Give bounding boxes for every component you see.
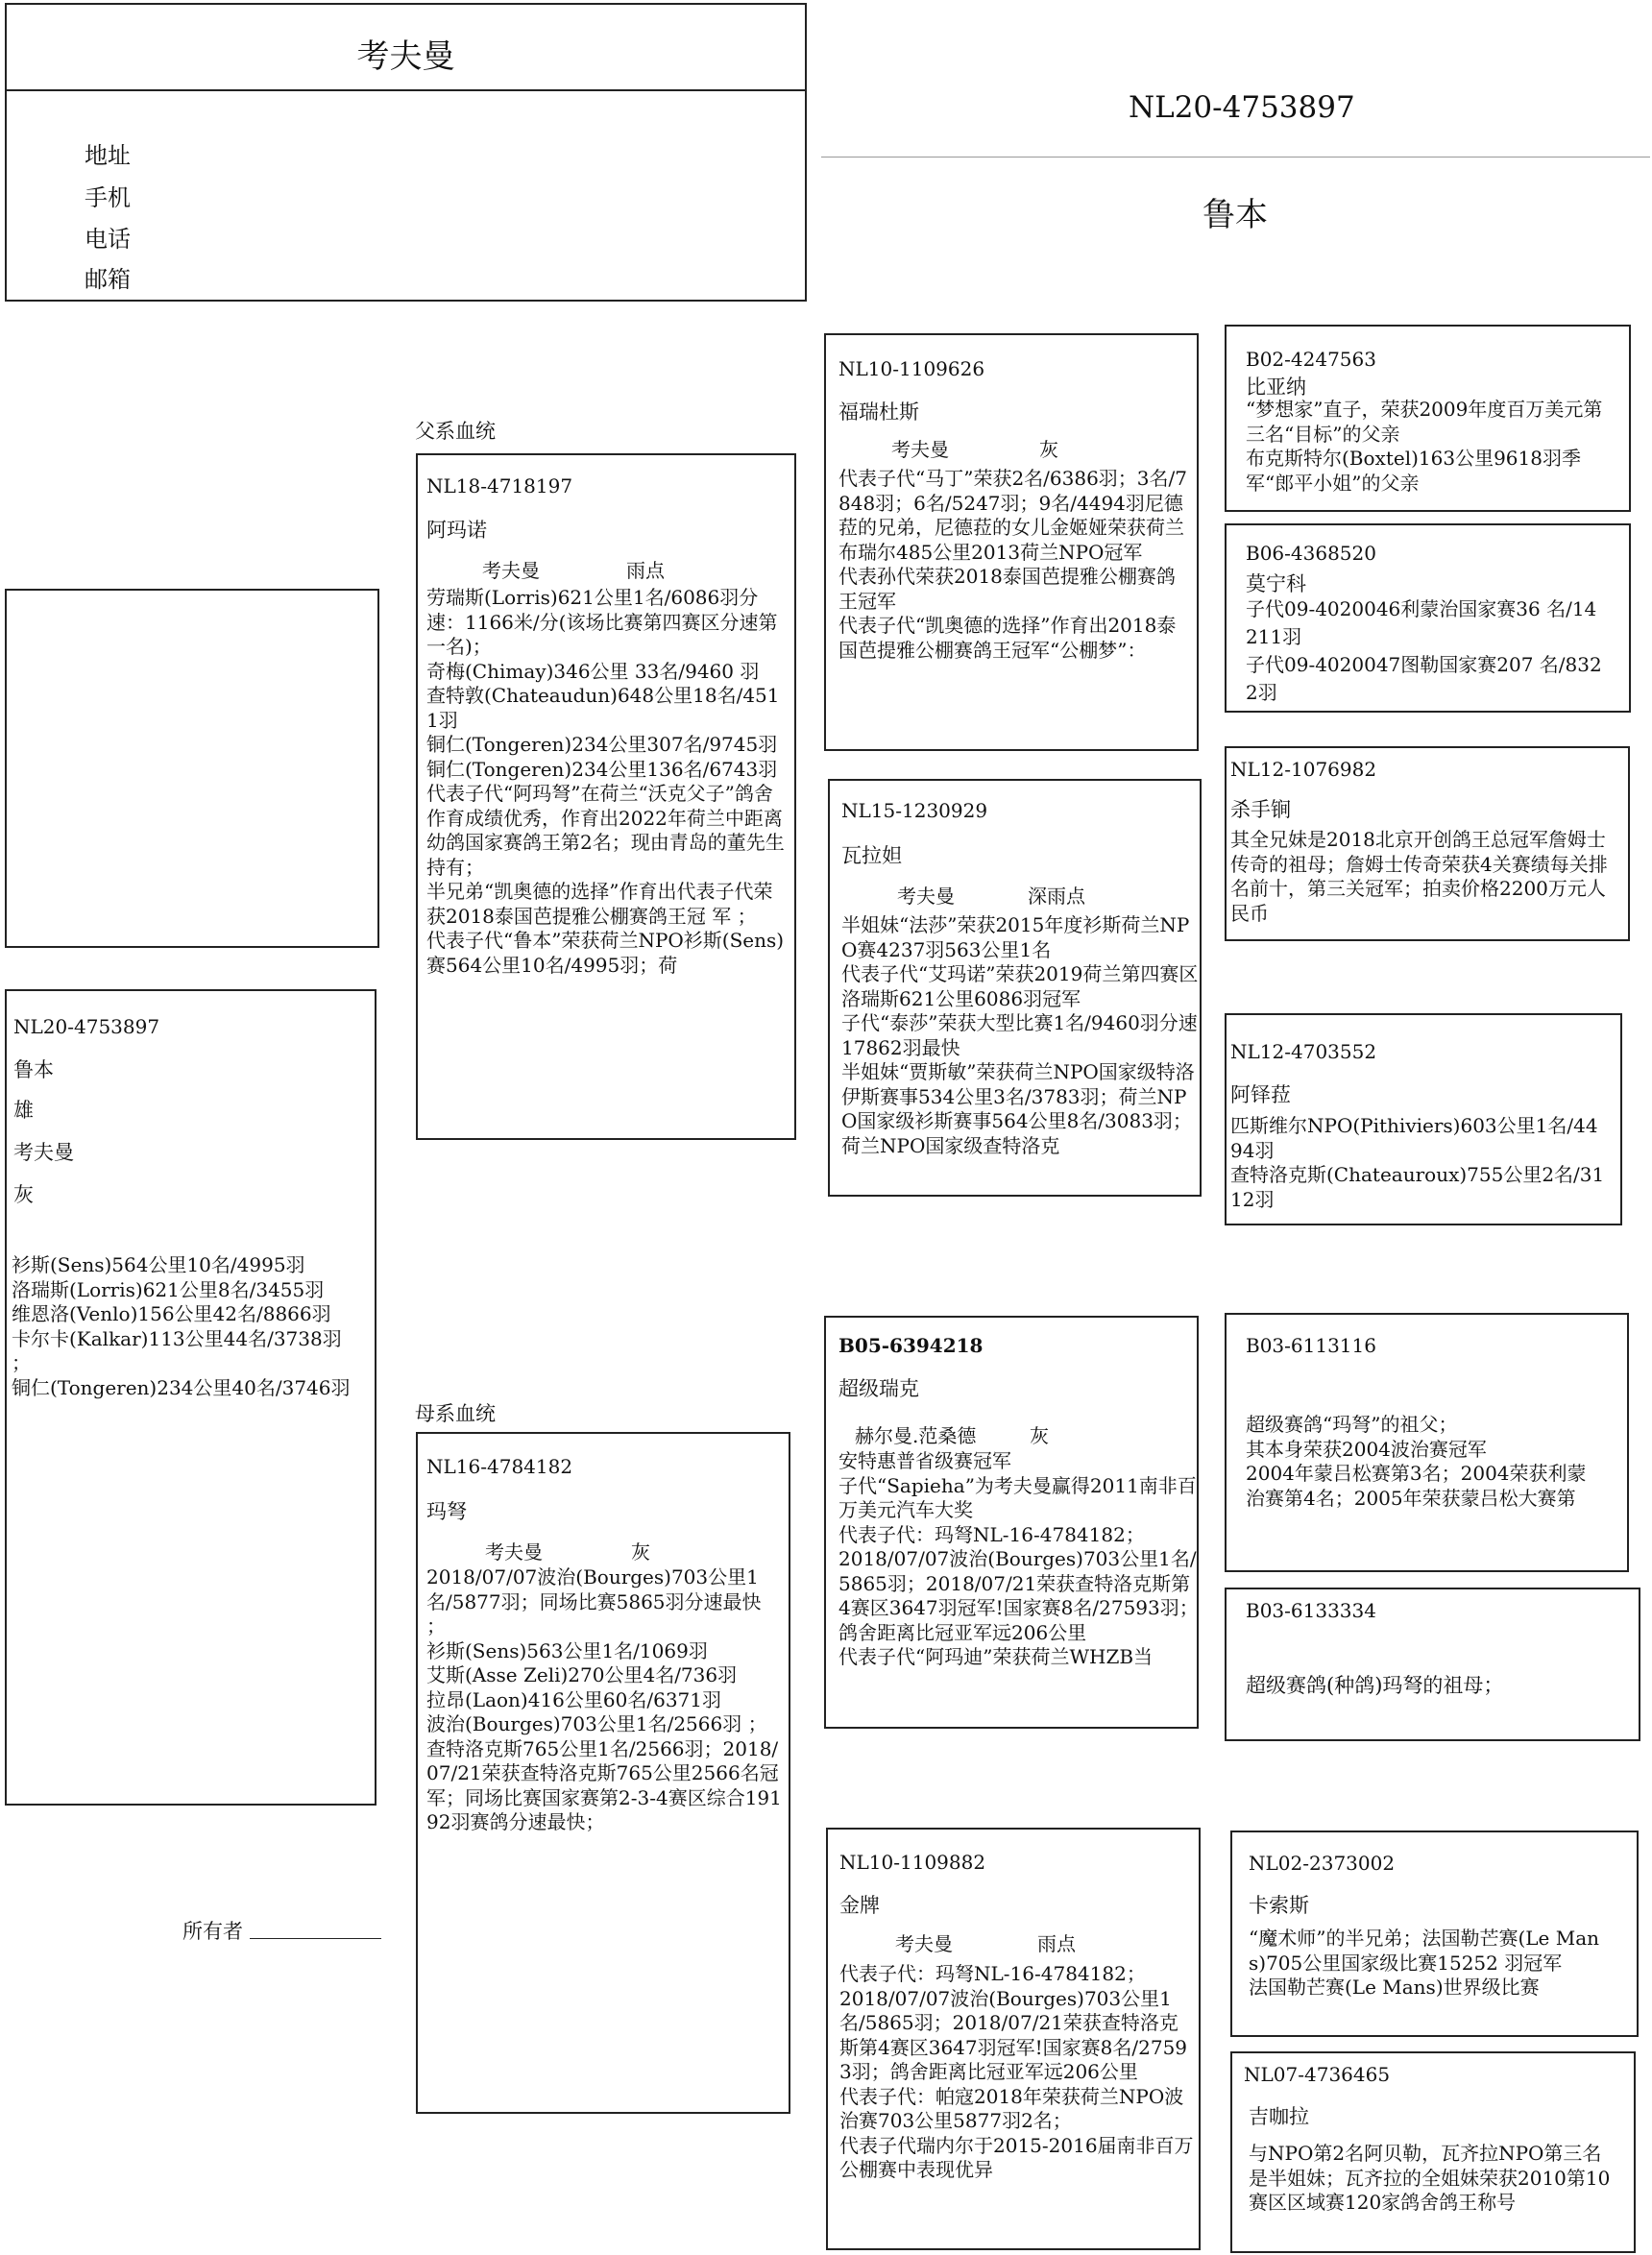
ggp-4-ring: NL12-4703552 bbox=[1230, 1040, 1377, 1063]
sire-dam-text: 半姐妹“法莎”荣获2015年度衫斯荷兰NPO赛4237羽563公里1名 代表子代“艾玛诺”荣获2019荷兰第四赛区洛瑞斯621公里6086羽冠军 子代“泰莎”荣获大型比赛1名/9460羽分速17862羽最快 半姐妹“贾斯敏”荣获荷兰NPO国家级特洛伊斯赛事534公里3名/3783羽；荷兰NPO国家级衫斯赛事564公里8名/3083羽；荷兰NPO国家级查特洛克 bbox=[841, 913, 1199, 1157]
owner-signature-line[interactable] bbox=[250, 1938, 381, 1939]
breeder-card bbox=[5, 3, 807, 302]
dam-sire-card bbox=[824, 1316, 1199, 1729]
ggp-8-name: 吉咖拉 bbox=[1249, 2105, 1309, 2128]
ggp-card-2 bbox=[1225, 523, 1631, 713]
ggp-6-text: 超级赛鸽(种鸽)玛弩的祖母； bbox=[1246, 1674, 1504, 1697]
bird-photo-frame bbox=[5, 589, 379, 948]
ggp-1-name: 比亚纳 bbox=[1246, 376, 1306, 399]
header-ring-number: NL20-4753897 bbox=[1129, 90, 1355, 125]
dam-breeder: 考夫曼 bbox=[485, 1540, 543, 1564]
dam-text: 2018/07/07波治(Bourges)703公里1名/5877羽；同场比赛5865羽分速最快 ； 衫斯(Sens)563公里1名/1069羽 艾斯(Asse Zeli)270公里4名/736羽 拉昂(Laon)416公里60名/6371羽 波治(Bourges)703公里1名/2566羽 ； 查特洛克斯765公里1名/2566羽；2018/07/21荣获查特洛克斯765公里2566名冠军；同场比赛国家赛第2-3-4赛区综合19192羽赛鸽分速最快； bbox=[426, 1565, 782, 1833]
breeder-name-row bbox=[7, 5, 805, 91]
ggp-card-7 bbox=[1230, 1831, 1639, 2037]
ggp-card-1 bbox=[1225, 325, 1631, 512]
owner-label: 所有者 bbox=[182, 1920, 243, 1943]
dam-color: 灰 bbox=[631, 1540, 650, 1564]
sire-sire-name: 福瑞杜斯 bbox=[838, 400, 919, 424]
ggp-card-5 bbox=[1225, 1313, 1629, 1572]
dam-dam-name: 金牌 bbox=[839, 1894, 880, 1917]
ggp-7-text: “魔术师”的半兄弟；法国勒芒赛(Le Mans)705公里国家级比赛15252 羽冠军 法国勒芒赛(Le Mans)世界级比赛 bbox=[1249, 1927, 1600, 1999]
sire-dam-name: 瓦拉妲 bbox=[841, 844, 902, 867]
header-divider bbox=[821, 157, 1650, 158]
ggp-1-text: “梦想家”直子，荣获2009年度百万美元第三名“目标”的父亲 布克斯特尔(Boxtel)163公里9618羽季军“郎平小姐”的父亲 bbox=[1246, 398, 1603, 495]
ggp-8-text: 与NPO第2名阿贝勒，瓦齐拉NPO第三名是半姐妹；瓦齐拉的全姐妹荣获2010第10赛区区域赛120家鸽舍鸽王称号 bbox=[1249, 2142, 1611, 2214]
ggp-2-text: 子代09-4020046利蒙治国家赛36 名/14211羽 子代09-4020047图勒国家赛207 名/8322羽 bbox=[1246, 597, 1602, 704]
ggp-2-name: 莫宁科 bbox=[1246, 572, 1306, 595]
dam-card bbox=[416, 1432, 790, 2114]
sire-text: 劳瑞斯(Lorris)621公里1名/6086羽分速：1166米/分(该场比赛第四赛区分速第一名)； 奇梅(Chimay)346公里 33名/9460 羽 查特敦(Chateaudun)648公里18名/4511羽 铜仁(Tongeren)234公里307名/9745羽 铜仁(Tongeren)234公里136名/6743羽 代表子代“阿玛弩”在荷兰“沃克父子”鸽舍作育成绩优秀，作育出2022年荷兰中距离幼鸽国家赛鸽王第2名；现由青岛的董先生持有； 半兄弟“凯奥德的选择”作育出代表子代荣获2018泰国芭提雅公棚赛鸽王冠 军 ； 代表子代“鲁本”荣获荷兰NPO衫斯(Sens)赛564公里10名/4995羽；荷 bbox=[426, 586, 785, 977]
dam-dam-card bbox=[826, 1828, 1201, 2250]
sire-sire-card bbox=[824, 333, 1199, 751]
main-ring: NL20-4753897 bbox=[13, 1015, 160, 1038]
sire-sire-ring: NL10-1109626 bbox=[838, 357, 985, 380]
main-name: 鲁本 bbox=[13, 1058, 54, 1081]
dam-dam-color: 雨点 bbox=[1037, 1932, 1076, 1955]
address-label: 地址 bbox=[85, 142, 131, 169]
ggp-card-6 bbox=[1225, 1588, 1640, 1741]
sire-name: 阿玛诺 bbox=[426, 519, 487, 542]
sire-breeder: 考夫曼 bbox=[482, 559, 540, 582]
ggp-7-name: 卡索斯 bbox=[1249, 1894, 1309, 1917]
breeder-name: 考夫曼 bbox=[356, 37, 455, 76]
dam-line-label: 母系血统 bbox=[415, 1402, 496, 1425]
dam-sire-name: 超级瑞克 bbox=[838, 1377, 919, 1400]
sire-line-label: 父系血统 bbox=[415, 420, 496, 443]
ggp-7-ring: NL02-2373002 bbox=[1249, 1852, 1396, 1875]
sire-sire-breeder: 考夫曼 bbox=[891, 438, 949, 461]
email-label: 邮箱 bbox=[85, 266, 131, 293]
dam-sire-color: 灰 bbox=[1030, 1424, 1049, 1447]
dam-dam-ring: NL10-1109882 bbox=[839, 1851, 986, 1874]
ggp-card-3 bbox=[1225, 746, 1630, 941]
dam-sire-ring: B05-6394218 bbox=[838, 1334, 984, 1357]
sire-color: 雨点 bbox=[626, 559, 665, 582]
ggp-3-text: 其全兄妹是2018北京开创鸽王总冠军詹姆士传奇的祖母；詹姆士传奇荣获4关赛绩每关排名前十，第三关冠军；拍卖价格2200万元人民币 bbox=[1230, 828, 1608, 925]
dam-sire-text: 安特惠普省级赛冠军 子代“Sapieha”为考夫曼赢得2011南非百万美元汽车大奖 代表子代：玛弩NL-16-4784182； 2018/07/07波治(Bourges)703公里1名/5865羽；2018/07/21荣获查特洛克斯第4赛区3647羽冠军!国家赛8名/27593羽；鸽舍距离比冠亚军远206公里 代表子代“阿玛迪”荣获荷兰WHZB当 bbox=[838, 1449, 1199, 1668]
dam-dam-text: 代表子代：玛弩NL-16-4784182； 2018/07/07波治(Bourges)703公里1名/5865羽；2018/07/21荣获查特洛克斯第4赛区3647羽冠军!国家赛8名/27593羽；鸽舍距离比冠亚军远206公里 代表子代：帕寇2018年荣获荷兰NPO波治赛703公里5877羽2名； 代表子代瑞内尔于2015-2016届南非百万公棚赛中表现优异 bbox=[839, 1962, 1194, 2181]
sire-ring: NL18-4718197 bbox=[426, 474, 573, 497]
main-breeder: 考夫曼 bbox=[13, 1141, 74, 1164]
ggp-card-8 bbox=[1230, 2051, 1636, 2253]
sire-sire-text: 代表子代“马丁”荣获2名/6386羽；3名/7848羽；6名/5247羽；9名/4494羽尼德菈的兄弟，尼德菈的女儿金姬娅荣获荷兰布瑞尔485公里2013荷兰NPO冠军 代表孙代荣获2018泰国芭提雅公棚赛鸽王冠军 代表子代“凯奥德的选择”作育出2018泰国芭提雅公棚赛鸽王冠军“公棚梦”： bbox=[838, 467, 1187, 662]
dam-sire-breeder: 赫尔曼.范桑德 bbox=[855, 1424, 977, 1447]
dam-ring: NL16-4784182 bbox=[426, 1455, 573, 1478]
ggp-5-ring: B03-6113116 bbox=[1246, 1334, 1376, 1357]
ggp-1-ring: B02-4247563 bbox=[1246, 348, 1376, 371]
phone-label: 电话 bbox=[85, 226, 131, 253]
dam-name: 玛弩 bbox=[426, 1500, 467, 1523]
main-color: 灰 bbox=[13, 1183, 34, 1206]
ggp-4-text: 匹斯维尔NPO(Pithiviers)603公里1名/4494羽 查特洛克斯(Chateauroux)755公里2名/3112羽 bbox=[1230, 1114, 1605, 1211]
ggp-2-ring: B06-4368520 bbox=[1246, 542, 1376, 565]
sire-dam-ring: NL15-1230929 bbox=[841, 799, 988, 822]
sire-card bbox=[416, 453, 796, 1140]
ggp-3-ring: NL12-1076982 bbox=[1230, 758, 1377, 781]
sire-dam-card bbox=[828, 779, 1202, 1197]
ggp-card-4 bbox=[1225, 1013, 1622, 1225]
ggp-3-name: 杀手锏 bbox=[1230, 798, 1291, 821]
ggp-4-name: 阿铎菈 bbox=[1230, 1083, 1291, 1106]
header-bird-name: 鲁本 bbox=[1203, 196, 1268, 234]
mobile-label: 手机 bbox=[85, 184, 131, 211]
sire-dam-color: 深雨点 bbox=[1028, 885, 1085, 908]
sire-sire-color: 灰 bbox=[1039, 438, 1058, 461]
main-results: 衫斯(Sens)564公里10名/4995羽 洛瑞斯(Lorris)621公里8名/3455羽 维恩洛(Venlo)156公里42名/8866羽 卡尔卡(Kalkar)113公里44名/3738羽 ； 铜仁(Tongeren)234公里40名/3746羽 bbox=[12, 1253, 351, 1399]
sire-dam-breeder: 考夫曼 bbox=[897, 885, 955, 908]
ggp-5-text: 超级赛鸽“玛弩”的祖父； 其本身荣获2004波治赛冠军 2004年蒙吕松赛第3名；2004荣获利蒙 治赛第4名；2005年荣获蒙吕松大赛第 bbox=[1246, 1413, 1587, 1510]
main-sex: 雄 bbox=[13, 1099, 34, 1122]
ggp-6-ring: B03-6133334 bbox=[1246, 1599, 1376, 1622]
dam-dam-breeder: 考夫曼 bbox=[895, 1932, 953, 1955]
ggp-8-ring: NL07-4736465 bbox=[1244, 2063, 1391, 2086]
